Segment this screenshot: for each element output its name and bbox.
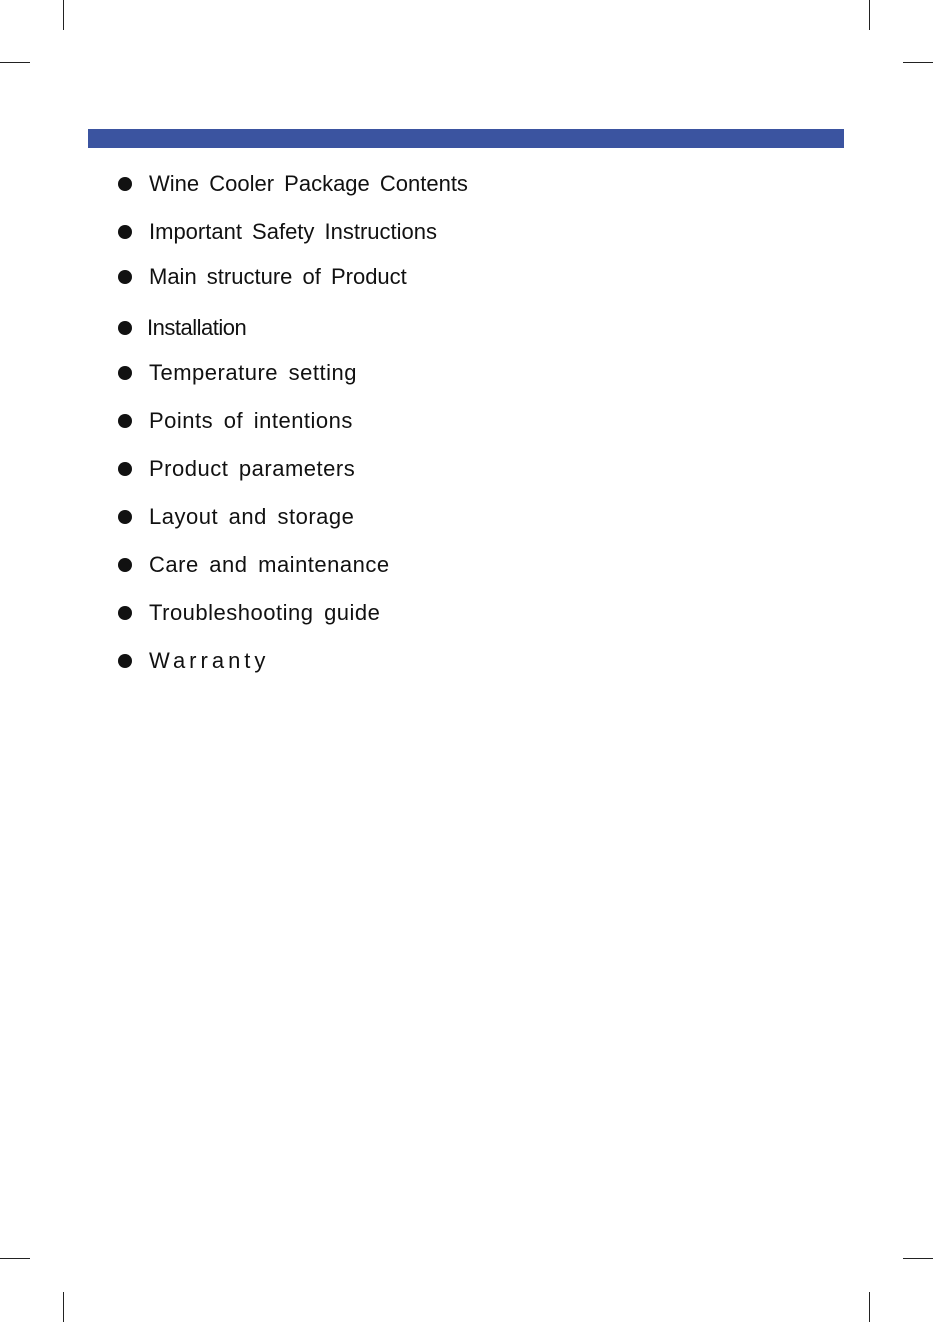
toc-item-care-and-maintenance[interactable] xyxy=(118,550,390,580)
crop-mark-bottom-left-vertical xyxy=(63,1292,64,1322)
toc-item-layout-and-storage[interactable] xyxy=(118,502,354,532)
crop-mark-bottom-right-vertical xyxy=(869,1292,870,1322)
toc-item-package-contents[interactable] xyxy=(118,169,468,199)
crop-mark-top-left-vertical xyxy=(63,0,64,30)
bullet-icon xyxy=(118,366,132,380)
toc-item-troubleshooting-guide[interactable] xyxy=(118,598,380,628)
bullet-icon xyxy=(118,225,132,239)
header-bar xyxy=(88,129,844,148)
toc-item-label: Layout and storage xyxy=(149,504,355,529)
bullet-icon xyxy=(118,654,132,668)
bullet-icon xyxy=(118,510,132,524)
toc-item-warranty[interactable] xyxy=(118,646,269,676)
bullet-icon xyxy=(118,606,132,620)
crop-mark-top-left-horizontal xyxy=(0,62,30,63)
toc-item-product-parameters[interactable] xyxy=(118,454,355,484)
crop-mark-bottom-left-horizontal xyxy=(0,1258,30,1259)
toc-item-label: Temperature setting xyxy=(149,360,357,385)
toc-item-label: Troubleshooting guide xyxy=(149,600,381,625)
bullet-icon xyxy=(118,270,132,284)
toc-item-main-structure[interactable] xyxy=(118,262,407,292)
toc-item-label: Main structure of Product xyxy=(149,264,407,289)
toc-item-label: Important Safety Instructions xyxy=(149,219,438,244)
crop-mark-top-right-vertical xyxy=(869,0,870,30)
toc-item-label: Wine Cooler Package Contents xyxy=(149,171,468,196)
toc-item-installation[interactable] xyxy=(118,313,246,343)
crop-mark-top-right-horizontal xyxy=(903,62,933,63)
bullet-icon xyxy=(118,321,132,335)
toc-item-label: Warranty xyxy=(149,648,270,673)
toc-item-label: Installation xyxy=(147,315,247,340)
toc-item-label: Care and maintenance xyxy=(149,552,390,577)
crop-mark-bottom-right-horizontal xyxy=(903,1258,933,1259)
bullet-icon xyxy=(118,462,132,476)
toc-item-label: Product parameters xyxy=(149,456,356,481)
toc-item-label: Points of intentions xyxy=(149,408,353,433)
bullet-icon xyxy=(118,414,132,428)
bullet-icon xyxy=(118,558,132,572)
toc-item-points-of-intentions[interactable] xyxy=(118,406,353,436)
toc-item-temperature-setting[interactable] xyxy=(118,358,357,388)
bullet-icon xyxy=(118,177,132,191)
toc-item-safety-instructions[interactable] xyxy=(118,217,437,247)
